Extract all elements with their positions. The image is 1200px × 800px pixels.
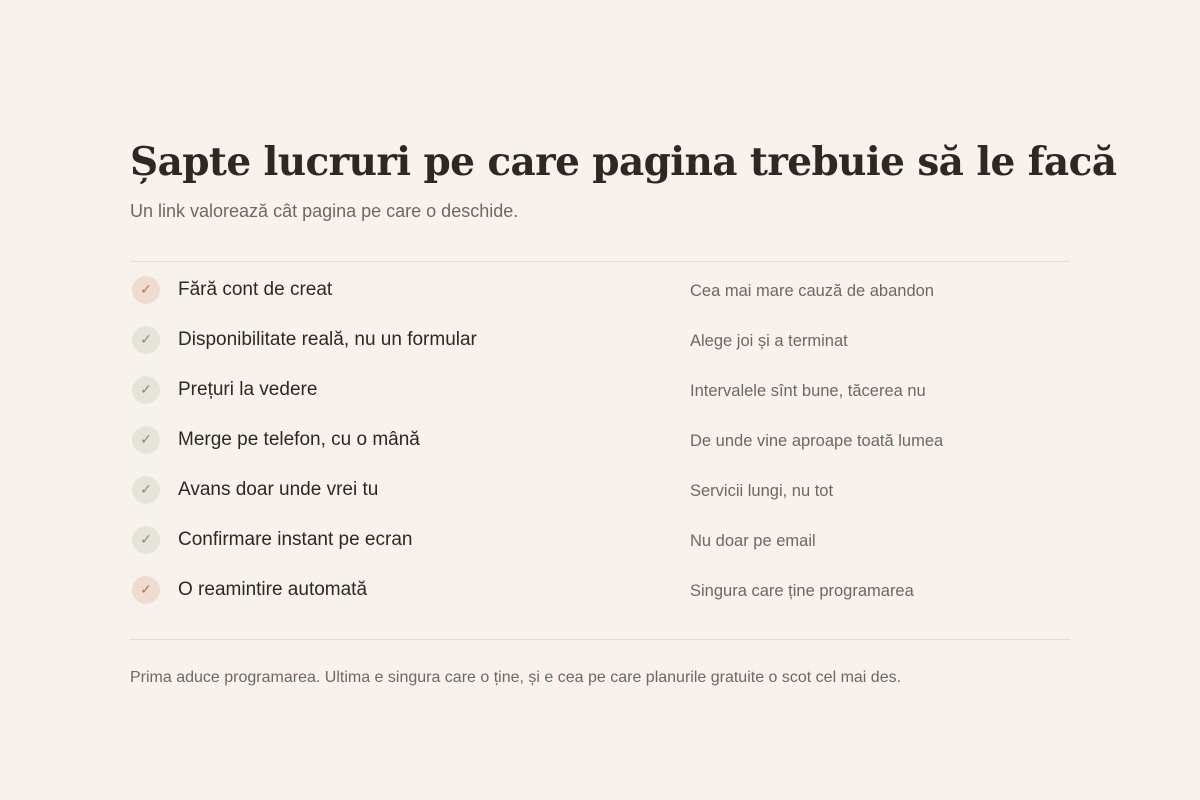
checklist-item xyxy=(130,415,1070,465)
checklist-item xyxy=(130,565,1070,615)
checklist-item-note: De unde vine aproape toată lumea xyxy=(690,432,944,450)
checklist-item-label: Fără cont de creat xyxy=(178,279,333,300)
checklist-item xyxy=(130,315,1070,365)
checklist-item-label: Avans doar unde vrei tu xyxy=(178,479,379,500)
checklist-item-label: Merge pe telefon, cu o mână xyxy=(178,429,420,450)
checkmark-icon: ✓ xyxy=(132,576,160,604)
checklist-item-note: Intervalele sînt bune, tăcerea nu xyxy=(690,382,926,400)
footnote: Prima aduce programarea. Ultima e singura care o ține, și e cea pe care planurile gratuite o scot cel mai des. xyxy=(130,669,902,686)
checklist-item xyxy=(130,515,1070,565)
checklist-item xyxy=(130,265,1070,315)
checklist-item-note: Cea mai mare cauză de abandon xyxy=(690,282,934,300)
checklist-item-note: Servicii lungi, nu tot xyxy=(690,482,834,500)
checklist-item-label: O reamintire automată xyxy=(178,579,368,600)
checkmark-icon: ✓ xyxy=(132,376,160,404)
page-subtitle: Un link valorează cât pagina pe care o deschide. xyxy=(130,201,519,221)
divider-bottom xyxy=(130,639,1070,640)
checkmark-icon: ✓ xyxy=(132,426,160,454)
checklist-item xyxy=(130,465,1070,515)
checklist-item-label: Confirmare instant pe ecran xyxy=(178,529,413,550)
checkmark-icon: ✓ xyxy=(132,526,160,554)
checklist-item-note: Singura care ține programarea xyxy=(690,582,914,600)
page-title: Șapte lucruri pe care pagina trebuie să le facă xyxy=(130,139,1117,185)
checklist-item-note: Alege joi și a terminat xyxy=(690,332,848,350)
checkmark-icon: ✓ xyxy=(132,276,160,304)
checklist xyxy=(130,265,1070,615)
checklist-item-note: Nu doar pe email xyxy=(690,532,816,550)
checkmark-icon: ✓ xyxy=(132,326,160,354)
checkmark-icon: ✓ xyxy=(132,476,160,504)
checklist-item-label: Prețuri la vedere xyxy=(178,379,318,400)
checklist-item-label: Disponibilitate reală, nu un formular xyxy=(178,329,477,350)
checklist-item xyxy=(130,365,1070,415)
divider-top xyxy=(130,261,1070,262)
